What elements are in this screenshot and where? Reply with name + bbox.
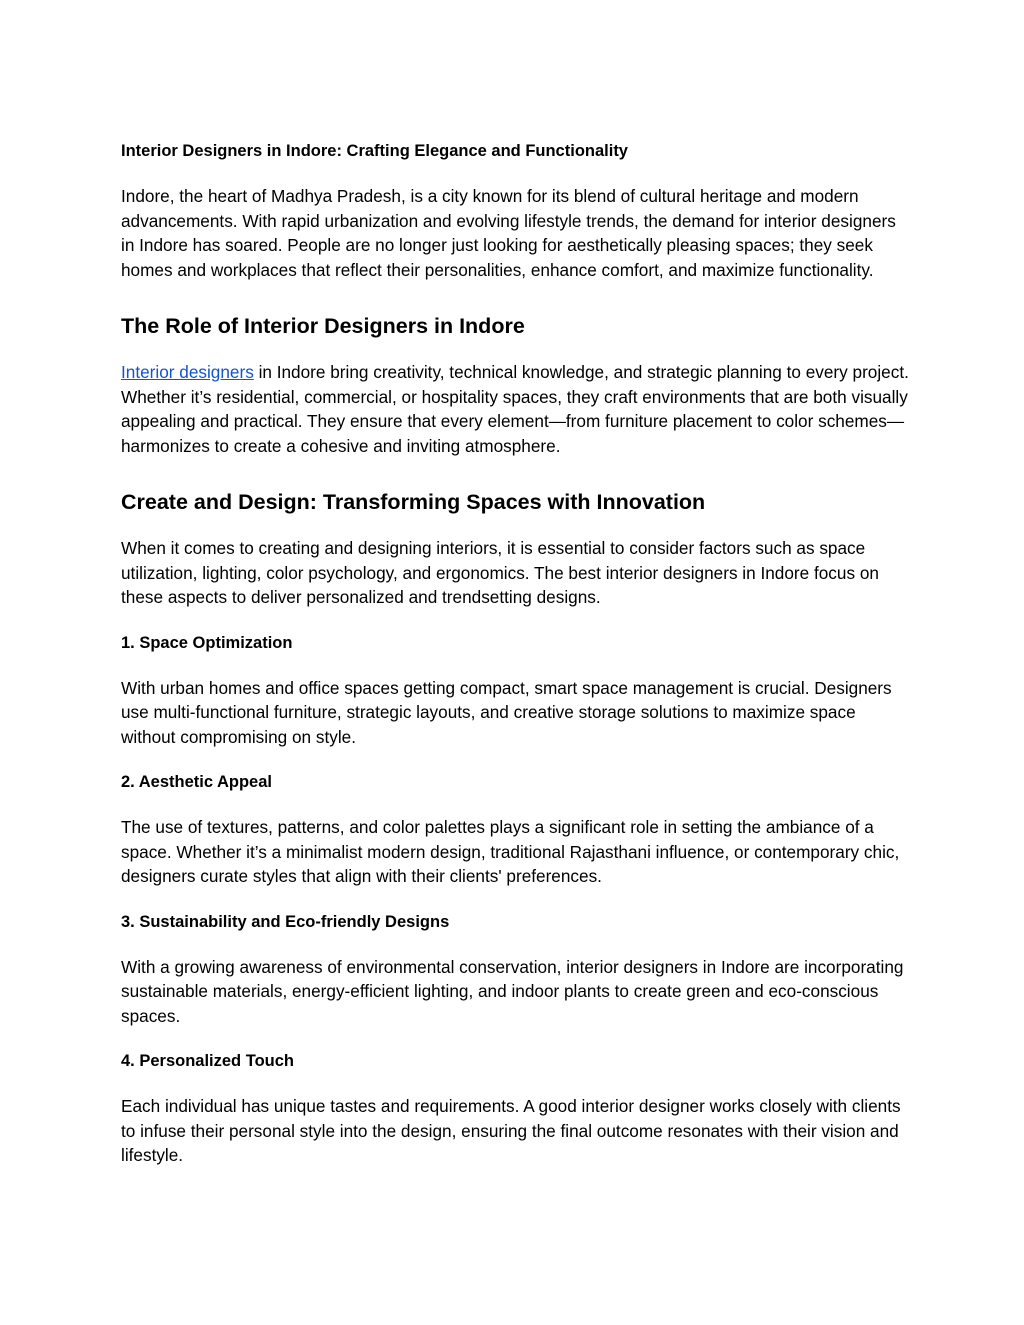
item-body-space-optimization: With urban homes and office spaces getting compact, smart space management is crucial. Designers use multi-functional furniture, strategic layouts, and creative storage solutions to maximize space without compromising on style. (121, 677, 892, 747)
document-title: Interior Designers in Indore: Crafting Elegance and Functionality (121, 142, 628, 160)
intro-paragraph: Indore, the heart of Madhya Pradesh, is a city known for its blend of cultural heritage and modern advancements. With rapid urbanization and evolving lifestyle trends, the demand for interior designers in Indore has soared. People are no longer just looking for aesthetically pleasing spaces; they seek homes and workplaces that reflect their personalities, enhance comfort, and maximize functionality. (121, 186, 896, 280)
document-page (121, 140, 911, 1190)
item-heading-personalized-touch: 4. Personalized Touch (121, 1052, 294, 1070)
interior-designers-link[interactable]: Interior designers (121, 362, 254, 382)
role-paragraph (121, 360, 911, 458)
role-paragraph-text: in Indore bring creativity, technical knowledge, and strategic planning to every project. Whether it’s residential, commercial, or hospitality spaces, they craft environments that are both visually appealing and practical. They ensure that every element—from furniture placement to color schemes—harmonizes to create a cohesive and inviting atmosphere. (121, 362, 909, 456)
design-intro-paragraph: When it comes to creating and designing interiors, it is essential to consider factors such as space utilization, lighting, color psychology, and ergonomics. The best interior designers in Indore focus on these aspects to deliver personalized and trendsetting designs. (121, 538, 879, 607)
item-heading-aesthetic-appeal: 2. Aesthetic Appeal (121, 773, 272, 791)
item-heading-sustainability: 3. Sustainability and Eco-friendly Designs (121, 912, 450, 931)
design-section-heading: Create and Design: Transforming Spaces with Innovation (121, 490, 706, 514)
item-body-personalized-touch: Each individual has unique tastes and requirements. A good interior designer works closely with clients to infuse their personal style into the design, ensuring the final outcome resonates with their vision and lifestyle. (121, 1096, 901, 1165)
role-section-heading: The Role of Interior Designers in Indore (121, 314, 525, 338)
item-body-sustainability: With a growing awareness of environmental conservation, interior designers in Indore are incorporating sustainable materials, energy-efficient lighting, and indoor plants to create green and eco-conscious spaces. (121, 956, 904, 1026)
item-heading-space-optimization: 1. Space Optimization (121, 633, 293, 652)
item-body-aesthetic-appeal: The use of textures, patterns, and color palettes plays a significant role in setting the ambiance of a space. Whether it’s a minimalist modern design, traditional Rajasthani influence, or contemporary chic, designers curate styles that align with their clients' preferences. (121, 817, 900, 886)
